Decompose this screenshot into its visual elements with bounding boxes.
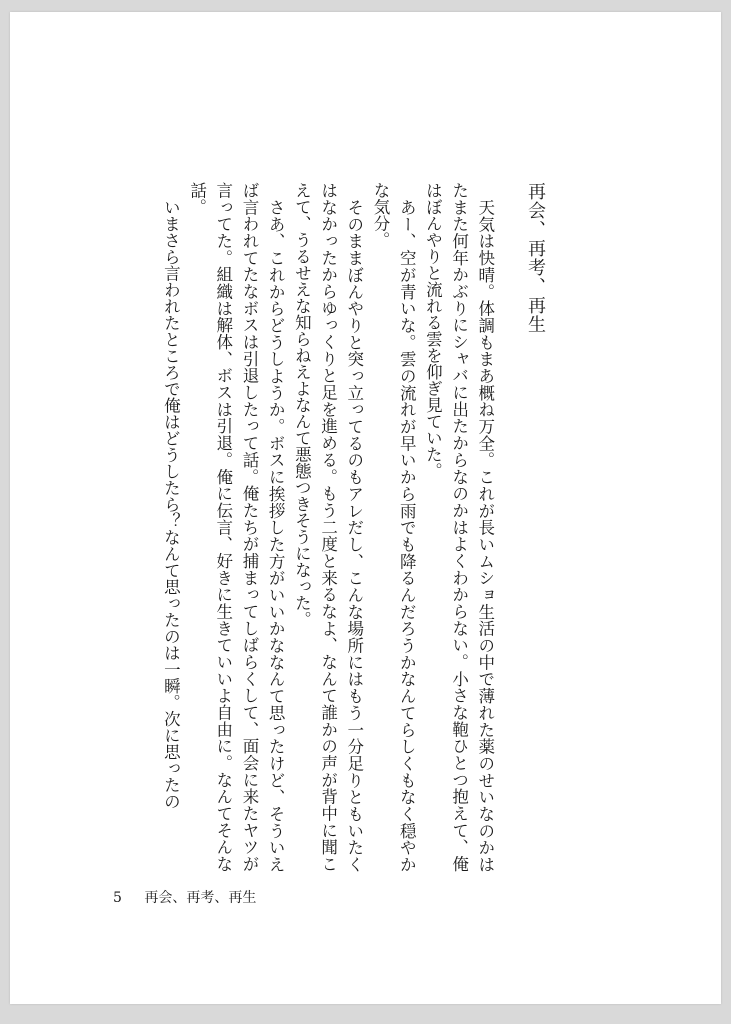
running-title: 再会、再考、再生 (144, 890, 257, 906)
paragraph-3: そのままぼんやりと突っ立ってるのもアレだし、こんな場所にはもう一分足りともいたくはなかったからゆっくりと足を進める。もう二度と来るなよ、なんて誰かの声が背中に聞こえて、うるせえな知らねえよなんて悪態つきそうになった。 (292, 182, 364, 872)
vertical-text-body (157, 182, 548, 872)
book-page (10, 12, 721, 1004)
paragraph-2: あー、空が青いな。雲の流れが早いから雨でも降るんだろうかなんてらしくもなく穏やかな気分。 (370, 182, 417, 872)
page-number: 5 (113, 890, 122, 906)
page-footer (113, 887, 256, 907)
paragraph-1: 天気は快晴。体調もまあ概ね万全。これが長いムショ生活の中で薄れた薬のせいなのかはたまた何年かぶりにシャバに出たからなのかはよくわからない。小さな鞄ひとつ抱えて、俺はぼんやりと流れる雲を仰ぎ見ていた。 (423, 182, 495, 872)
paragraph-5: いまさら言われたところで俺はどうしたら？なんて思ったのは一瞬。次に思ったの (161, 198, 181, 809)
paragraph-4: さあ、これからどうしようか。ボスに挨拶した方がいいかななんて思ったけど、そういえば言われてたなボスは引退したって話。俺たちが捕まってしばらくして、面会に来たヤツが言ってた。組織は解体、ボスは引退。俺に伝言、好きに生きていいよ自由に。なんてそんな話。 (187, 182, 286, 872)
chapter-title: 再会、再考、再生 (525, 182, 546, 334)
